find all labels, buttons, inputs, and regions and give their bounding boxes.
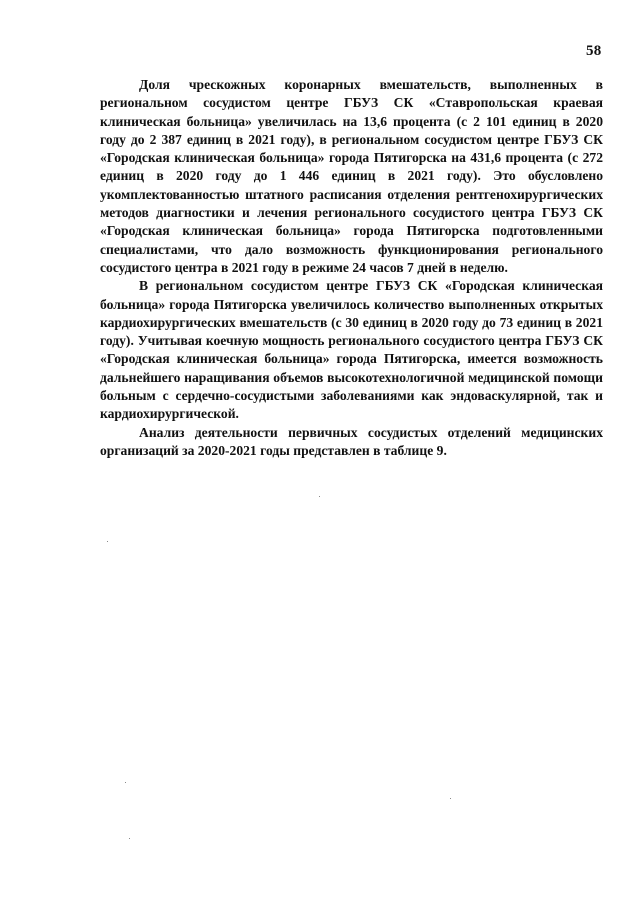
page-number: 58: [586, 43, 602, 59]
scan-speck: [450, 798, 451, 799]
scan-speck: [125, 782, 126, 783]
scan-speck: [107, 541, 108, 542]
scan-speck: [129, 838, 130, 839]
body-text: [100, 76, 603, 460]
scan-speck: [319, 496, 320, 497]
paragraph-pci-share: Доля чрескожных коронарных вмешательств, выполненных в региональном сосудистом центре ГБУЗ СК «Ставропольская краевая клиническая больница» увеличилась на 13,6 процента (с 2 101 единиц в 2020 году до 2 387 единиц в 2021 году), в региональном сосудистом центре ГБУЗ СК «Городская клиническая больница» города Пятигорска на 431,6 процента (с 272 единиц в 2020 году до 1 446 единиц в 2021 году). Это обусловлено укомплектованностью штатного расписания отделения рентгенохирургических методов диагностики и лечения регионального сосудистого центра ГБУЗ СК «Городская клиническая больница» города Пятигорска подготовленными специалистами, что дало возможность функционирования регионального сосудистого центра в 2021 году в режиме 24 часов 7 дней в неделю.: [100, 77, 603, 275]
paragraph-cardiac-surgery: В региональном сосудистом центре ГБУЗ СК «Городская клиническая больница» города Пятигорска увеличилось количество выполненных открытых кардиохирургических вмешательств (с 30 единиц в 2020 году до 73 единиц в 2021 году). Учитывая коечную мощность регионального сосудистого центра ГБУЗ СК «Городская клиническая больница» города Пятигорска, имеется возможность дальнейшего наращивания объемов высокотехнологичной медицинской помощи больным с сердечно-сосудистыми заболеваниями как эндоваскулярной, так и кардиохирургической.: [100, 278, 603, 422]
paragraph-table-reference: Анализ деятельности первичных сосудистых отделений медицинских организаций за 2020-2021 годы представлен в таблице 9.: [100, 424, 603, 458]
